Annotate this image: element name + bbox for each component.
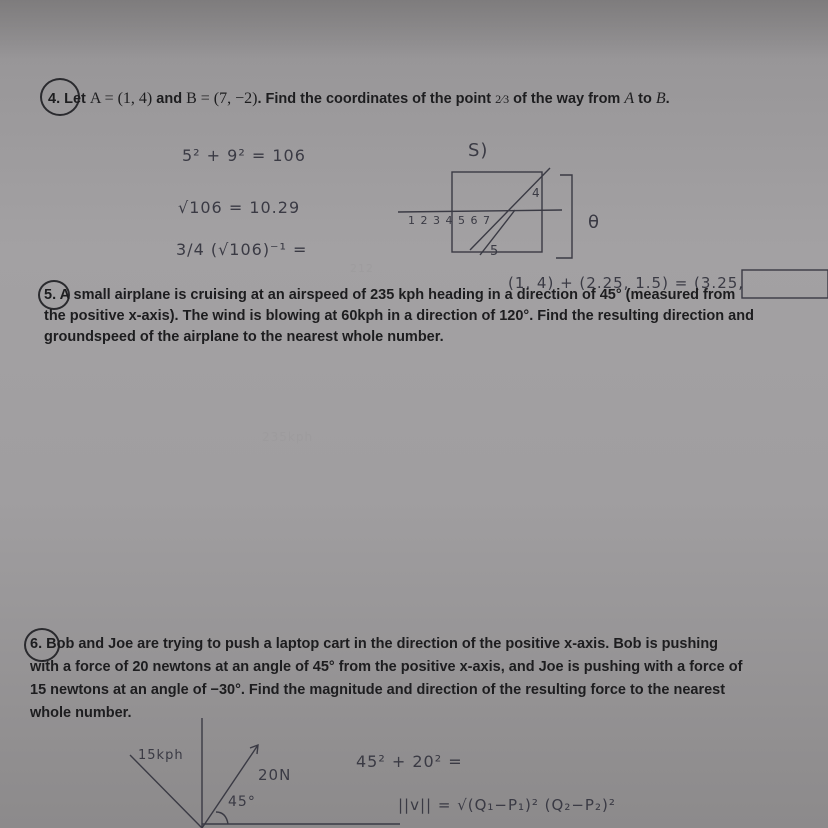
problem-5-line-2: the positive x-axis). The wind is blowing at 60kph in a direction of 120°. Find the resulting direction and: [44, 308, 754, 324]
problem-6-line-4: whole number.: [30, 705, 132, 721]
hand-faint-1: 212: [350, 262, 374, 275]
point-a-ref: A: [624, 90, 635, 107]
problem-4-text-e: to: [634, 91, 656, 107]
hand-eq2: √106 = 10.29: [178, 198, 301, 217]
problem-5-line-3: groundspeed of the airplane to the nearest whole number.: [44, 329, 444, 345]
hand-faint-2: 235kph: [262, 430, 314, 444]
problem-5-number: 5.: [44, 287, 57, 303]
problem-4-text-c: . Find the coordinates of the point: [257, 91, 496, 107]
problem-4-number: 4.: [48, 91, 61, 107]
hand-angle-label: 45°: [228, 794, 256, 810]
hand-theta: θ: [588, 212, 601, 233]
point-b: B = (7, −2): [186, 90, 258, 107]
problem-6-text-1: Bob and Joe are trying to push a laptop cart in the direction of the positive x-axis. Bob is pushing: [46, 636, 719, 652]
hand-sketch-five: 5: [490, 244, 500, 259]
hand-sketch-top: S): [468, 140, 489, 161]
problem-4-text-d: of the way from: [509, 91, 625, 107]
hand-bob-label: 15kph: [138, 748, 184, 763]
point-b-ref: B: [655, 90, 666, 107]
hand-eq1: 5² + 9² = 106: [182, 146, 306, 165]
fraction: 2⁄3: [495, 92, 510, 106]
problem-4-text-f: .: [665, 91, 670, 107]
hand-eq4: 45² + 20² =: [356, 752, 463, 771]
problem-6-line-2: with a force of 20 newtons at an angle of 45° from the positive x-axis, and Joe is pushing with a force of: [30, 659, 743, 675]
point-a: A = (1, 4): [89, 90, 153, 107]
hand-eq3: 3/4 (√106)⁻¹ =: [176, 240, 308, 259]
problem-5-text-1: A small airplane is cruising at an airspeed of 235 kph heading in a direction of 45° (measured from: [59, 287, 736, 303]
hand-sum: (1, 4) + (2.25, 1.5) = (3.25,: [508, 274, 745, 292]
problem-6-number: 6.: [30, 636, 43, 652]
hand-sketch-axis: 1 2 3 4 5 6 7: [408, 214, 491, 227]
hand-force-label: 20N: [258, 766, 292, 784]
hand-eq5: ||v|| = √(Q₁−P₁)² (Q₂−P₂)²: [398, 796, 616, 814]
hand-sketch-four: 4: [532, 186, 541, 200]
problem-4-text-b: and: [152, 91, 187, 107]
problem-4-text-a: Let: [64, 91, 90, 107]
problem-6-line-3: 15 newtons at an angle of −30°. Find the magnitude and direction of the resulting force to the nearest: [30, 682, 726, 698]
